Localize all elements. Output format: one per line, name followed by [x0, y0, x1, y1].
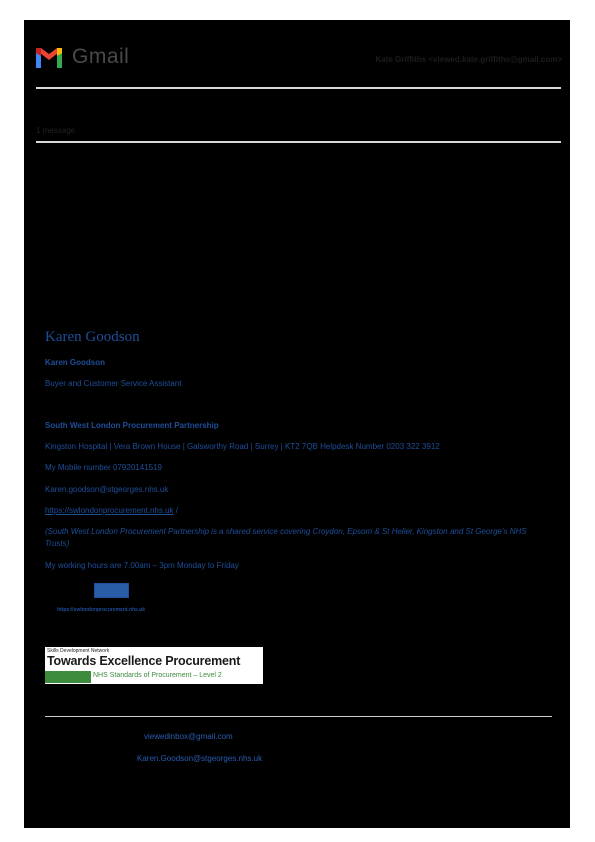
signature-email-link[interactable]: Karen.goodson@stgeorges.nhs.uk	[45, 485, 169, 494]
account-user: Kate Griffiths <viewed.kate.griffiths@gmail.com>	[375, 55, 562, 64]
signature-name-large: Karen Goodson	[45, 329, 140, 345]
partnership-image-link-text: https://swlondonprocurement.nhs.uk	[57, 607, 146, 613]
signature-address: Kingston Hospital | Vera Brown House | Galsworthy Road | Surrey | KT2 7QB Helpdesk Number 0203 322 3912	[45, 442, 440, 451]
signature-website-link[interactable]: https://swlondonprocurement.nhs.uk	[45, 506, 174, 515]
gmail-logo-icon	[34, 46, 64, 70]
message-count: 1 message	[36, 126, 76, 135]
footer-email-link-1[interactable]: viewedinbox@gmail.com	[144, 732, 233, 741]
footer-email-link-2[interactable]: Karen.Goodson@stgeorges.nhs.uk	[137, 754, 263, 763]
signature-name: Karen Goodson	[45, 358, 106, 367]
signature-note: (South West London Procurement Partnership is a shared service covering Croydon, Epsom & St Helier, Kingston and St George's NHS Trusts)	[45, 527, 527, 548]
partnership-image-link[interactable]	[57, 607, 145, 613]
badge-subtitle: NHS Standards of Procurement – Level 2	[93, 672, 222, 679]
partnership-banner-image[interactable]	[94, 583, 129, 598]
badge-logo-block	[45, 671, 91, 683]
signature-organization: South West London Procurement Partnership	[45, 421, 219, 430]
footer-divider	[45, 716, 552, 717]
signature-website-row	[45, 506, 178, 515]
badge-network-label: Skills Development Network	[47, 648, 110, 654]
towards-excellence-badge	[45, 647, 263, 684]
signature-hours: My working hours are 7.00am – 3pm Monday to Friday	[45, 561, 239, 570]
header-divider	[36, 87, 561, 89]
gmail-wordmark: Gmail	[72, 45, 130, 68]
signature-website-suffix: /	[175, 506, 178, 515]
thread-divider	[36, 141, 561, 143]
badge-title: Towards Excellence Procurement	[47, 654, 241, 668]
signature-mobile: My Mobile number 07920141519	[45, 463, 162, 472]
signature-role: Buyer and Customer Service Assistant	[45, 379, 182, 388]
